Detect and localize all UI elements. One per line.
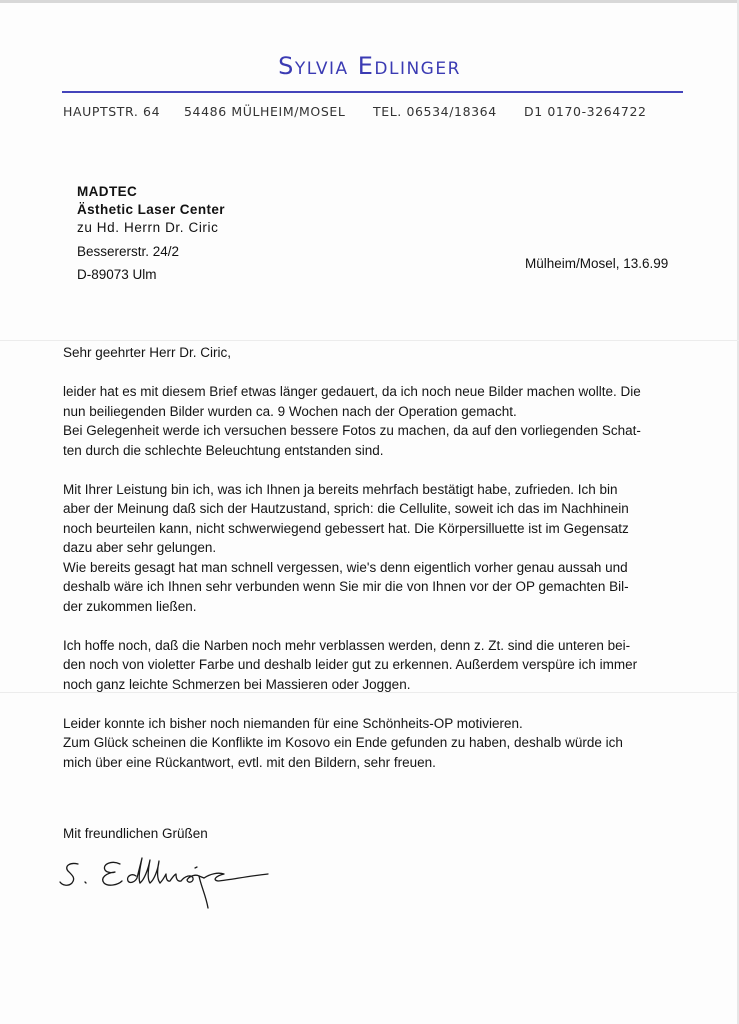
letterhead-mobile: D1 0170-3264722 [524,104,647,119]
salutation: Sehr geehrter Herr Dr. Ciric, [63,345,232,360]
body-line: mich über eine Rückantwort, evtl. mit den Bildern, sehr freuen. [63,754,436,770]
body-line: nun beiliegenden Bilder wurden ca. 9 Wochen nach der Operation gemacht. [63,403,517,419]
recipient-street: Bessererstr. 24/2 [77,244,180,259]
paragraph [63,636,683,695]
closing: Mit freundlichen Grüßen [63,826,208,841]
letter-body [63,343,683,772]
body-line: Leider konnte ich bisher noch niemanden für eine Schönheits-OP motivieren. [63,715,523,731]
body-line: den noch von violetter Farbe und deshalb leider gut zu erkennen. Außerdem verspüre ich immer [63,657,638,672]
body-line: deshalb wäre ich Ihnen sehr verbunden wenn Sie mir die von Ihnen vor der OP gemachten Bil- [63,579,629,594]
paragraph [63,382,683,460]
letterhead-name: Sylvia Edlinger [278,52,461,80]
fold-line [0,340,739,341]
letterhead-city: 54486 MÜLHEIM/MOSEL [184,104,346,119]
recipient-company: MADTEC [77,184,138,199]
body-line: leider hat es mit diesem Brief etwas länger gedauert, da ich noch neue Bilder machen wollte. Die [63,384,641,399]
letterhead-rule [62,91,683,93]
recipient-department: Ästhetic Laser Center [77,202,225,217]
body-line: ten durch die schlechte Beleuchtung entstanden sind. [63,442,384,458]
signature-image [58,852,273,912]
body-line: der zukommen ließen. [63,598,197,614]
body-line: Mit Ihrer Leistung bin ich, was ich Ihnen ja bereits mehrfach bestätigt habe, zufrieden. Ich bin [63,481,618,497]
recipient-block [77,183,225,284]
recipient-city: D-89073 Ulm [77,267,157,282]
letterhead-phone: TEL. 06534/18364 [373,104,497,119]
body-line: noch ganz leichte Schmerzen bei Massieren oder Joggen. [63,676,411,692]
body-line: aber der Meinung daß sich der Hautzustand, sprich: die Cellulite, soweit ich das im Nachhinein [63,501,629,516]
letter-date: Mülheim/Mosel, 13.6.99 [525,256,669,271]
paragraph [63,480,683,617]
body-line: Zum Glück scheinen die Konflikte im Kosovo ein Ende gefunden zu haben, deshalb würde ich [63,735,623,750]
letterhead-address: HAUPTSTR. 64 [63,104,161,119]
body-line: noch beurteilen kann, nicht schwerwiegend gebessert hat. Die Körpersilluette ist im Gegensatz [63,520,629,536]
paragraph [63,714,683,773]
body-line: Wie bereits gesagt hat man schnell vergessen, wie's denn eigentlich vorher genau aussah und [63,559,628,575]
body-line: dazu aber sehr gelungen. [63,540,217,555]
recipient-attention: zu Hd. Herrn Dr. Ciric [77,220,219,235]
body-line: Bei Gelegenheit werde ich versuchen bessere Fotos zu machen, da auf den vorliegenden Schat- [63,423,641,438]
body-line: Ich hoffe noch, daß die Narben noch mehr verblassen werden, denn z. Zt. sind die unteren bei- [63,637,631,653]
scan-edge-top [0,0,739,3]
